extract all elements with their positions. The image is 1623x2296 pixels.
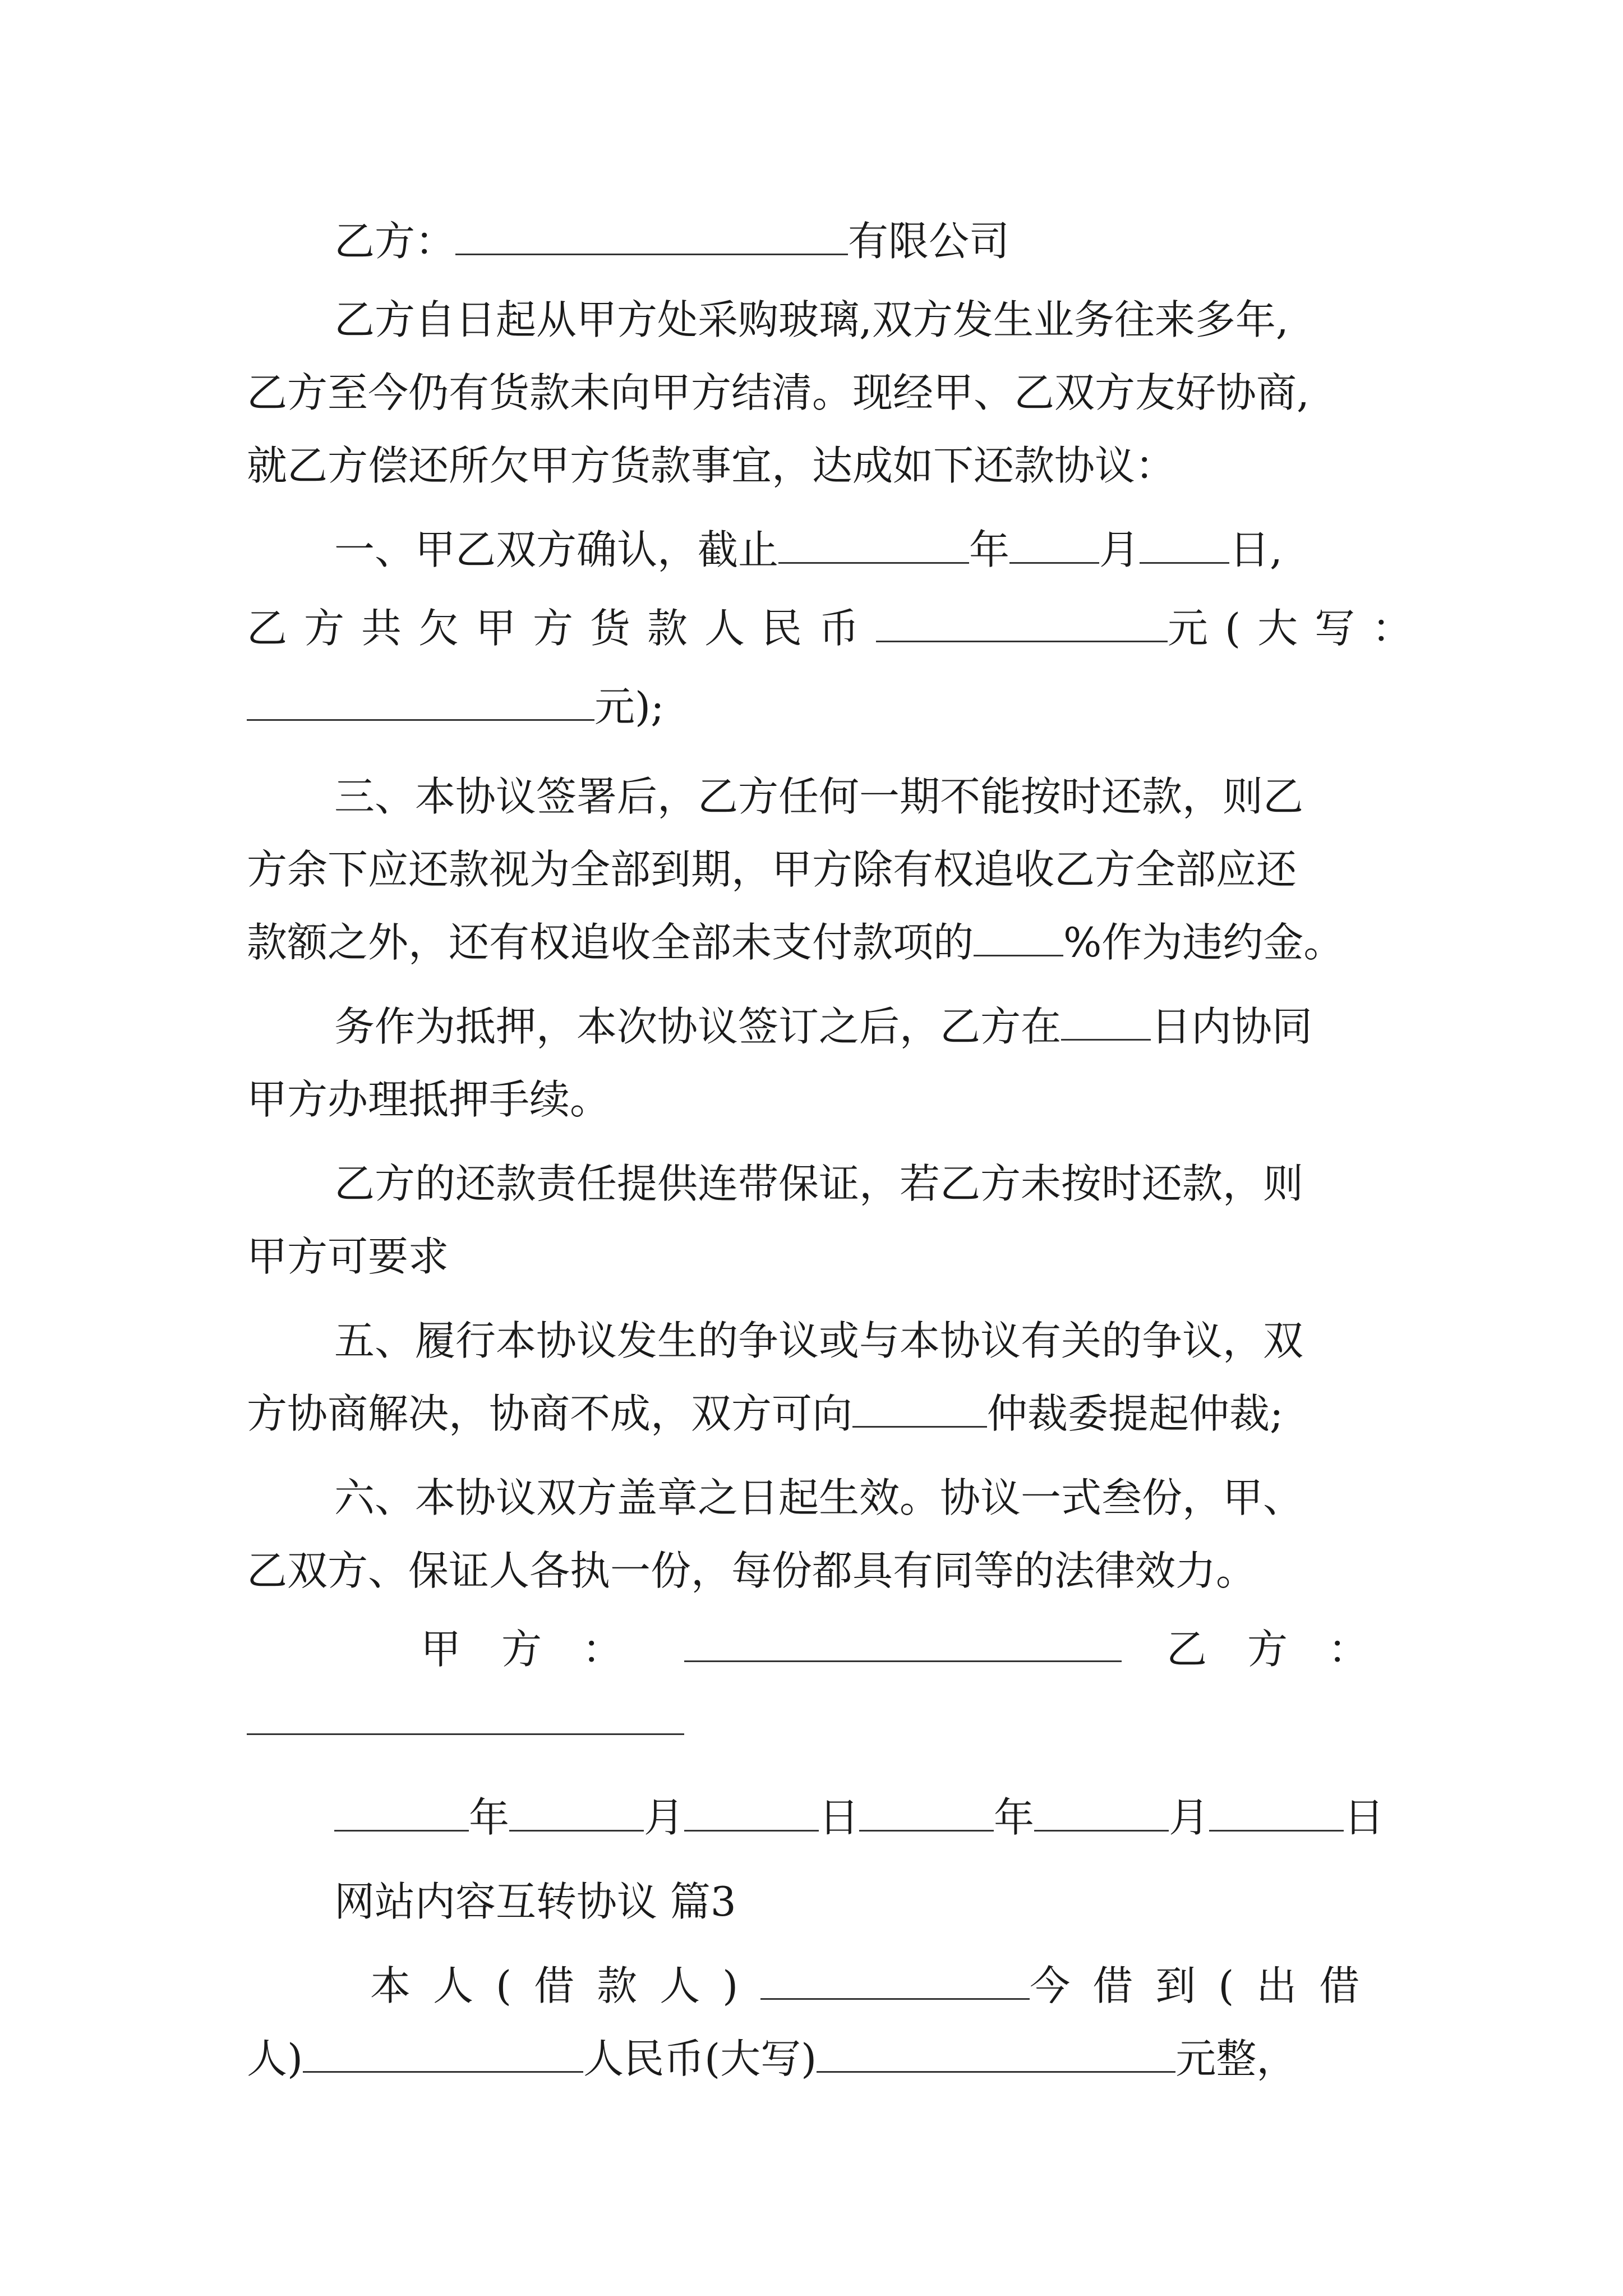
- amount-blank: [876, 607, 1168, 642]
- sign-party-b-blank: [247, 1733, 684, 1735]
- date-a-month: 月: [644, 1794, 685, 1841]
- arbitration-text: 方协商解决，协商不成，双方可向: [247, 1390, 853, 1437]
- year-label: 年: [969, 526, 1010, 573]
- sign-party-a-label: 甲 方 ：: [421, 1626, 623, 1673]
- para1-line1: 乙方自日起从甲方处采购玻璃,双方发生业务往来多年,: [334, 296, 1289, 343]
- date-b-day-blank: [1209, 1796, 1344, 1832]
- date-b-day: 日: [1344, 1794, 1385, 1841]
- date-a-day: 日: [819, 1794, 860, 1841]
- arbitration-blank: [852, 1392, 987, 1428]
- borrower-label: 本人(借款人): [370, 1962, 761, 2009]
- day-blank: [1140, 528, 1229, 564]
- para4-line1: [334, 999, 1312, 1055]
- date-a-year: 年: [469, 1794, 510, 1841]
- party-b-line: [334, 213, 1009, 269]
- date-b-year-blank: [859, 1796, 994, 1832]
- para3-line2: 方余下应还款视为全部到期，甲方除有权追收乙方全部应还: [247, 846, 1297, 893]
- party-b-label: 乙方：: [334, 218, 456, 265]
- rmb-capital-label: 人民币(大写): [583, 2035, 817, 2082]
- para7-line2: 乙双方、保证人各执一份，每份都具有同等的法律效力。: [247, 1547, 1257, 1594]
- date-a-day-blank: [684, 1796, 819, 1832]
- amount-capital-blank: [247, 685, 594, 721]
- para4-line2: 甲方办理抵押手续。: [247, 1076, 611, 1123]
- date-b-month-blank: [1034, 1796, 1169, 1832]
- rmb-capital-blank: [817, 2037, 1175, 2073]
- lender-label-end: 人): [247, 2035, 303, 2082]
- section-heading: 网站内容互转协议 篇3: [334, 1878, 736, 1925]
- party-b-blank: [455, 220, 848, 255]
- mortgage-days-blank: [1061, 1005, 1151, 1041]
- year-blank: [778, 528, 969, 564]
- date-line: [334, 1789, 1384, 1846]
- date-a-month-blank: [509, 1796, 644, 1832]
- date-b-month: 月: [1169, 1794, 1210, 1841]
- para5-line1: 乙方的还款责任提供连带保证，若乙方未按时还款，则: [334, 1160, 1304, 1207]
- date-b-year: 年: [994, 1794, 1035, 1841]
- month-blank: [1009, 528, 1099, 564]
- date-a-year-blank: [334, 1796, 469, 1832]
- month-label: 月: [1099, 526, 1140, 573]
- arbitration-suffix: 仲裁委提起仲裁;: [987, 1390, 1284, 1437]
- para2-line3: [247, 679, 664, 735]
- rmb-suffix: 元整，: [1175, 2035, 1297, 2082]
- mortgage-suffix: 日内协同: [1151, 1003, 1313, 1050]
- para5-line2: 甲方可要求: [247, 1233, 449, 1280]
- sign-party-b-label: 乙 方 ：: [1166, 1626, 1369, 1673]
- para1-line2: 乙方至今仍有货款未向甲方结清。现经甲、乙双方友好协商,: [247, 369, 1310, 416]
- para8-line1: [370, 1958, 1382, 2014]
- day-label: 日,: [1229, 526, 1283, 573]
- penalty-blank: [974, 921, 1063, 956]
- amount-capital-label: 元(大写：: [1168, 605, 1430, 652]
- party-b-suffix: 有限公司: [848, 218, 1010, 265]
- lender-blank: [303, 2037, 583, 2073]
- para2-text: 一、甲乙双方确认，截止: [334, 526, 779, 573]
- borrower-blank: [760, 1964, 1030, 2000]
- para8-line2: [247, 2031, 1297, 2087]
- mortgage-text: 务作为抵押，本次协议签订之后，乙方在: [334, 1003, 1062, 1050]
- amount-capital-suffix: 元);: [594, 683, 665, 730]
- penalty-text: 款额之外，还有权追收全部未支付款项的: [247, 919, 974, 966]
- para2-line1: [334, 522, 1283, 578]
- para1-line3: 就乙方偿还所欠甲方货款事宜，达成如下还款协议：: [247, 442, 1176, 489]
- para3-line1: 三、本协议签署后，乙方任何一期不能按时还款，则乙: [334, 773, 1304, 820]
- lender-label: 今借到(出借: [1030, 1962, 1382, 2009]
- para3-line3: [247, 914, 1344, 970]
- para6-line1: 五、履行本协议发生的争议或与本协议有关的争议，双: [334, 1317, 1304, 1364]
- amount-label: 乙方共欠甲方货款人民币: [247, 605, 877, 652]
- sign-party-a-blank: [684, 1660, 1122, 1662]
- para6-line2: [247, 1386, 1283, 1442]
- penalty-suffix: %作为违约金。: [1063, 919, 1344, 966]
- para7-line1: 六、本协议双方盖章之日起生效。协议一式叁份，甲、: [334, 1474, 1304, 1521]
- para2-line2: [247, 600, 1429, 656]
